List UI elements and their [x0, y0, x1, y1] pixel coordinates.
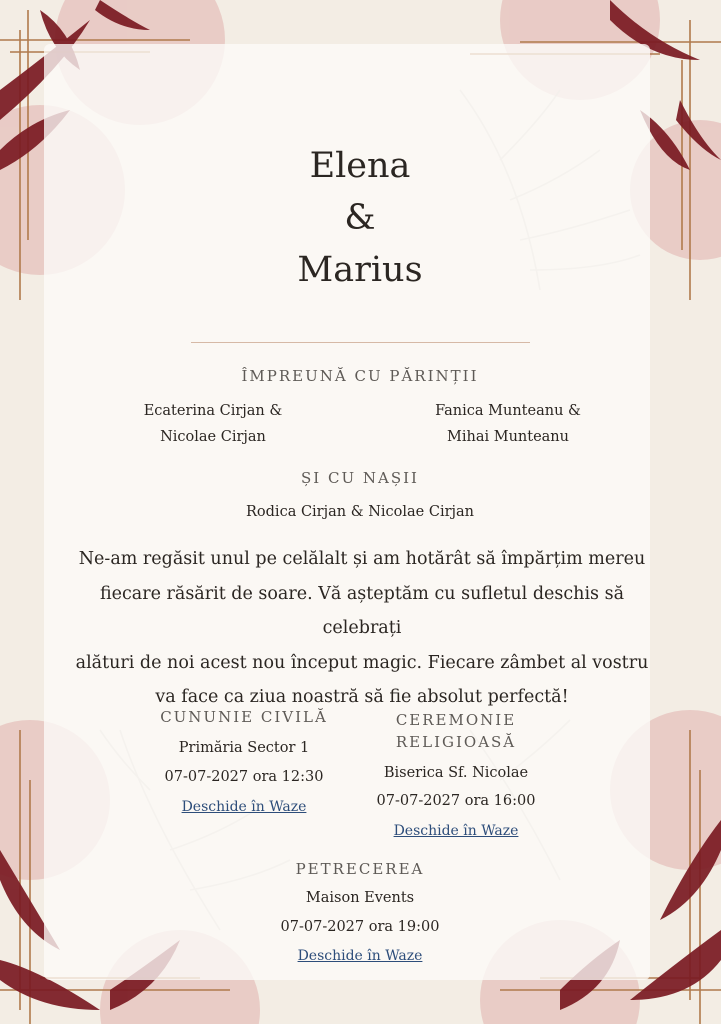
groom-parents-line1: Fanica Munteanu &: [435, 403, 581, 419]
civil-section: [134, 706, 354, 821]
party-section: [250, 858, 470, 969]
religious-venue: Biserica Sf. Nicolae: [383, 765, 529, 781]
message-line: fiecare răsărit de soare. Vă așteptăm cu sufletul deschis să celebrați: [99, 583, 625, 638]
party-waze-link[interactable]: Deschide în Waze: [297, 948, 423, 964]
civil-heading: CUNUNIE CIVILĂ: [160, 708, 328, 726]
civil-venue: Primăria Sector 1: [178, 740, 310, 756]
religious-datetime: 07-07-2027 ora 16:00: [376, 793, 536, 809]
message-line: Ne-am regăsit unul pe celălalt și am hotărât să împărțim mereu: [78, 549, 646, 569]
religious-section: [346, 706, 566, 845]
civil-datetime: 07-07-2027 ora 12:30: [164, 769, 324, 785]
message-line: va face ca ziua noastră să fie absolut perfectă!: [155, 687, 569, 707]
message-line: alături de noi acest nou început magic. Fiecare zâmbet al vostru: [75, 652, 649, 673]
godparents-heading: ȘI CU NAȘII: [301, 469, 419, 487]
party-heading: PETRECEREA: [295, 860, 425, 878]
invitation-message: [64, 542, 660, 715]
party-datetime: 07-07-2027 ora 19:00: [280, 919, 440, 935]
ampersand: &: [344, 198, 376, 238]
bride-parents: [113, 398, 313, 450]
couple-names: [230, 140, 490, 296]
divider: [191, 342, 530, 343]
bride-parents-line1: Ecaterina Cirjan &: [143, 403, 283, 419]
groom-parents: [408, 398, 608, 450]
bride-name: Elena: [309, 146, 411, 186]
groom-name: Marius: [297, 250, 423, 290]
religious-waze-link[interactable]: Deschide în Waze: [393, 823, 519, 839]
civil-waze-link[interactable]: Deschide în Waze: [181, 799, 307, 815]
party-venue: Maison Events: [305, 890, 415, 906]
bride-parents-line2: Nicolae Cirjan: [160, 429, 266, 445]
religious-heading-line2: RELIGIOASĂ: [395, 733, 517, 751]
godparents-names: Rodica Cirjan & Nicolae Cirjan: [246, 504, 474, 520]
groom-parents-line2: Mihai Munteanu: [447, 429, 569, 445]
parents-heading: ÎMPREUNĂ CU PĂRINȚII: [241, 367, 479, 385]
religious-heading-line1: CEREMONIE: [395, 711, 517, 729]
